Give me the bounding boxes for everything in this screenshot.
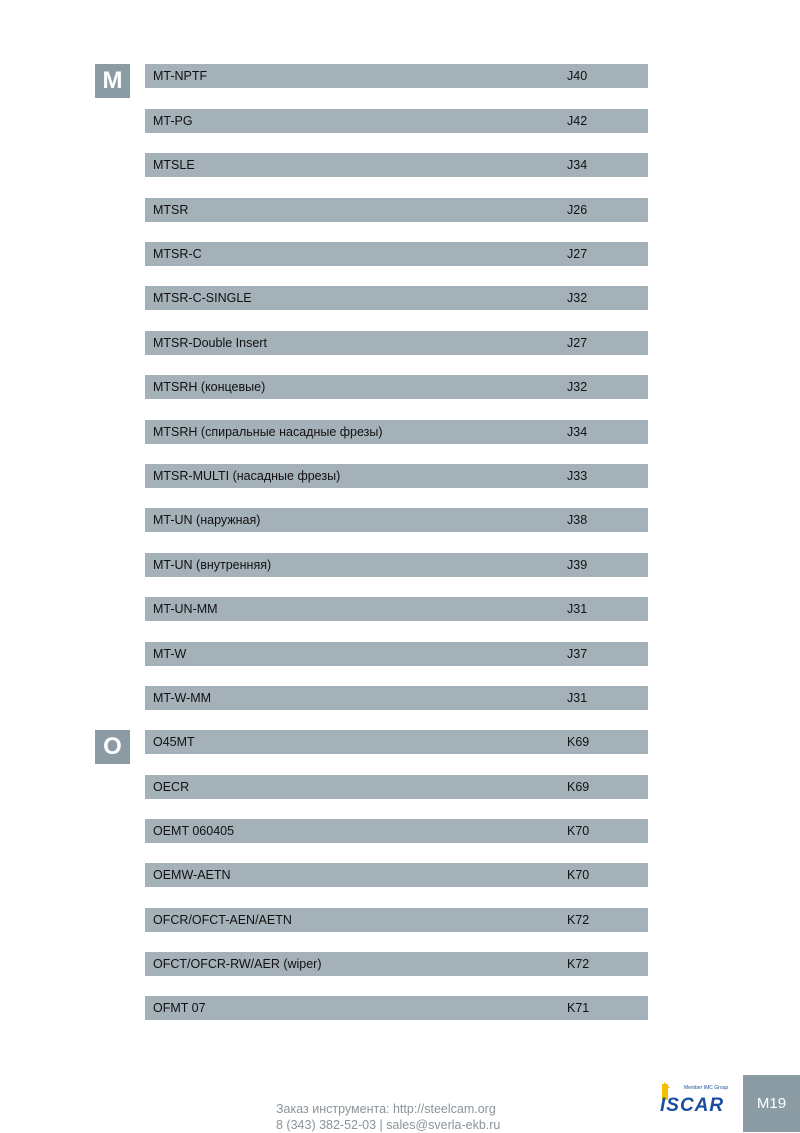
- index-row: [145, 464, 648, 488]
- index-row: [145, 597, 648, 621]
- entry-page: K72: [567, 957, 590, 971]
- section-letter-o: O: [95, 730, 130, 764]
- entry-name: MT-UN (наружная): [153, 513, 261, 527]
- section-letter-m: M: [95, 64, 130, 98]
- entry-page: J27: [567, 336, 588, 350]
- footer-order-link[interactable]: Заказ инструмента: http://steelcam.org: [276, 1102, 496, 1116]
- entry-name: OEMW-AETN: [153, 868, 231, 882]
- footer-phone-email: 8 (343) 382-52-03 | sales@sverla-ekb.ru: [276, 1118, 501, 1132]
- entry-name: MTSR-C-SINGLE: [153, 291, 252, 305]
- entry-name: MT-W: [153, 647, 187, 661]
- entry-page: J32: [567, 291, 588, 305]
- index-row: [145, 642, 648, 666]
- logo-tagline: Member IMC Group: [684, 1085, 729, 1091]
- entry-page: J31: [567, 602, 588, 616]
- footer-contact: [276, 1101, 500, 1133]
- page-number: M19: [743, 1075, 800, 1132]
- entry-page: J27: [567, 247, 588, 261]
- index-row: [145, 198, 648, 222]
- index-row: [145, 553, 648, 577]
- entry-name: MTSR: [153, 203, 189, 217]
- index-row: [145, 996, 648, 1020]
- index-row: [145, 286, 648, 310]
- entry-name: OEMT 060405: [153, 824, 235, 838]
- entry-name: MTSLE: [153, 158, 195, 172]
- entry-page: J38: [567, 513, 588, 527]
- entry-name: MT-NPTF: [153, 69, 208, 83]
- entry-page: K72: [567, 913, 590, 927]
- index-row: [145, 508, 648, 532]
- entry-name: OECR: [153, 780, 190, 794]
- entry-page: K70: [567, 824, 590, 838]
- entry-name: MTSRH (концевые): [153, 380, 266, 394]
- index-row: [145, 109, 648, 133]
- entry-page: J32: [567, 380, 588, 394]
- entry-page: J34: [567, 158, 588, 172]
- entry-page: J33: [567, 469, 588, 483]
- entry-name: OFMT 07: [153, 1001, 206, 1015]
- iscar-logo: [658, 1082, 734, 1114]
- entry-page: J39: [567, 558, 588, 572]
- entry-name: MTSR-Double Insert: [153, 336, 267, 350]
- entry-name: MT-UN-MM: [153, 602, 218, 616]
- index-row: [145, 908, 648, 932]
- logo-brand: ISCAR: [660, 1095, 725, 1114]
- entry-page: J37: [567, 647, 588, 661]
- entry-name: MT-UN (внутренняя): [153, 558, 272, 572]
- index-row: [145, 863, 648, 887]
- entry-name: MTSR-MULTI (насадные фрезы): [153, 469, 341, 483]
- entry-page: K71: [567, 1001, 590, 1015]
- index-row: [145, 331, 648, 355]
- entry-page: K70: [567, 868, 590, 882]
- entry-name: MTSRH (спиральные насадные фрезы): [153, 425, 383, 439]
- index-row: [145, 242, 648, 266]
- entry-page: J26: [567, 203, 588, 217]
- entry-name: MTSR-C: [153, 247, 202, 261]
- entry-page: J42: [567, 114, 588, 128]
- index-row: [145, 375, 648, 399]
- index-row: [145, 952, 648, 976]
- index-row: [145, 730, 648, 754]
- index-row: [145, 420, 648, 444]
- index-row: [145, 686, 648, 710]
- index-row: [145, 775, 648, 799]
- entry-name: O45MT: [153, 735, 195, 749]
- entry-name: OFCR/OFCT-AEN/AETN: [153, 913, 292, 927]
- entry-name: OFCT/OFCR-RW/AER (wiper): [153, 957, 322, 971]
- entry-page: J31: [567, 691, 588, 705]
- entry-page: J40: [567, 69, 588, 83]
- index-row: [145, 153, 648, 177]
- entry-page: J34: [567, 425, 588, 439]
- entry-name: MT-W-MM: [153, 691, 212, 705]
- entry-page: K69: [567, 735, 590, 749]
- index-row: [145, 819, 648, 843]
- entry-page: K69: [567, 780, 590, 794]
- entry-name: MT-PG: [153, 114, 193, 128]
- index-row: [145, 64, 648, 88]
